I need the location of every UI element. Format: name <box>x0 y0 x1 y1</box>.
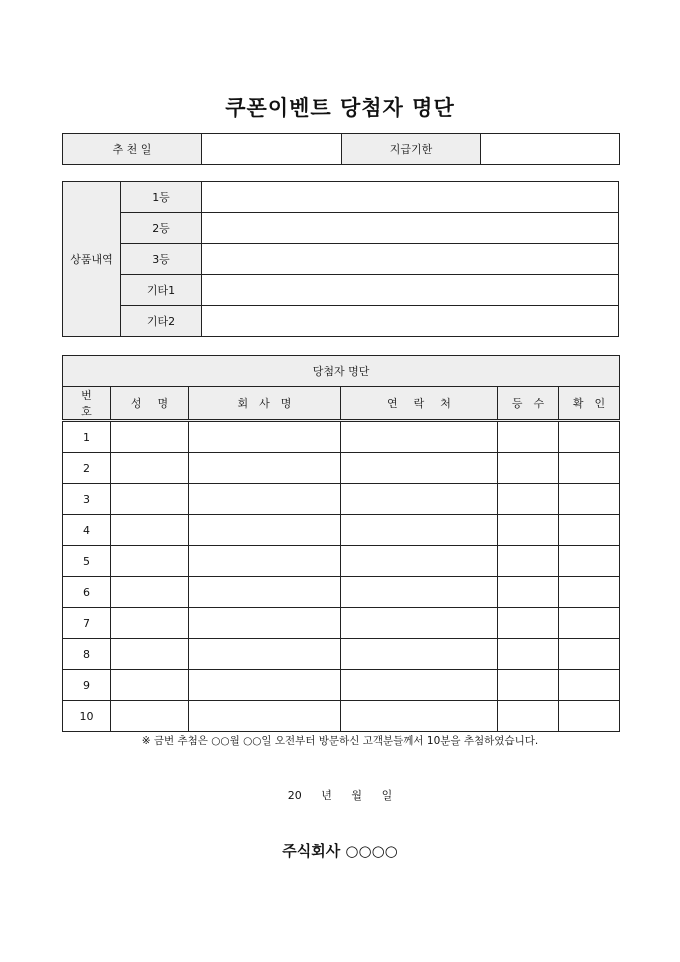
row-number: 1 <box>63 421 111 453</box>
winner-contact-cell[interactable] <box>341 546 498 577</box>
winner-confirm-cell[interactable] <box>559 670 620 701</box>
row-number: 8 <box>63 639 111 670</box>
winners-section-title: 당첨자 명단 <box>63 356 620 387</box>
winner-company-cell[interactable] <box>189 546 341 577</box>
table-row <box>63 515 620 546</box>
table-row <box>63 608 620 639</box>
winner-name-cell[interactable] <box>111 608 189 639</box>
winner-confirm-cell[interactable] <box>559 701 620 732</box>
col-header-rank: 등수 <box>498 387 559 421</box>
winner-company-cell[interactable] <box>189 701 341 732</box>
winner-contact-cell[interactable] <box>341 701 498 732</box>
winner-company-cell[interactable] <box>189 639 341 670</box>
winner-contact-cell[interactable] <box>341 484 498 515</box>
row-number: 6 <box>63 577 111 608</box>
winner-name-cell[interactable] <box>111 670 189 701</box>
winner-rank-cell[interactable] <box>498 546 559 577</box>
winner-company-cell[interactable] <box>189 453 341 484</box>
prize-value-field[interactable] <box>202 182 619 213</box>
winner-contact-cell[interactable] <box>341 421 498 453</box>
winner-company-cell[interactable] <box>189 577 341 608</box>
winner-confirm-cell[interactable] <box>559 453 620 484</box>
winner-confirm-cell[interactable] <box>559 608 620 639</box>
table-row <box>63 639 620 670</box>
prize-value-field[interactable] <box>202 306 619 337</box>
row-number: 9 <box>63 670 111 701</box>
draw-info-table <box>62 133 620 165</box>
date-day-unit: 일 <box>381 789 393 802</box>
winner-rank-cell[interactable] <box>498 421 559 453</box>
winner-rank-cell[interactable] <box>498 701 559 732</box>
date-month-unit: 월 <box>351 789 363 802</box>
table-row <box>63 484 620 515</box>
winner-rank-cell[interactable] <box>498 608 559 639</box>
winner-name-cell[interactable] <box>111 515 189 546</box>
winner-company-cell[interactable] <box>189 670 341 701</box>
company-name: 주식회사 ○○○○ <box>282 842 398 860</box>
prize-rank-label: 기타1 <box>121 275 202 306</box>
winner-rank-cell[interactable] <box>498 484 559 515</box>
winner-name-cell[interactable] <box>111 453 189 484</box>
row-number: 4 <box>63 515 111 546</box>
winner-rank-cell[interactable] <box>498 577 559 608</box>
row-number: 5 <box>63 546 111 577</box>
winner-contact-cell[interactable] <box>341 577 498 608</box>
table-row <box>63 421 620 453</box>
winner-name-cell[interactable] <box>111 546 189 577</box>
draw-date-field[interactable] <box>202 134 342 165</box>
prize-rank-label: 기타2 <box>121 306 202 337</box>
prize-value-field[interactable] <box>202 213 619 244</box>
draw-date-label: 추 천 일 <box>63 134 202 165</box>
date-year-unit: 년 <box>321 789 332 802</box>
winner-confirm-cell[interactable] <box>559 639 620 670</box>
winner-name-cell[interactable] <box>111 577 189 608</box>
row-number: 7 <box>63 608 111 639</box>
prize-rank-label: 2등 <box>121 213 202 244</box>
table-row <box>63 670 620 701</box>
winner-company-cell[interactable] <box>189 515 341 546</box>
draw-note: ※ 금번 추첨은 ○○월 ○○일 오전부터 방문하신 고객분들께서 10분을 추첨하였습니다. <box>141 735 539 747</box>
prize-table <box>62 181 619 337</box>
winner-name-cell[interactable] <box>111 484 189 515</box>
deadline-field[interactable] <box>481 134 620 165</box>
winner-contact-cell[interactable] <box>341 515 498 546</box>
row-number: 10 <box>63 701 111 732</box>
winner-confirm-cell[interactable] <box>559 421 620 453</box>
winner-name-cell[interactable] <box>111 639 189 670</box>
deadline-label: 지급기한 <box>342 134 481 165</box>
prize-group-label: 상품내역 <box>63 182 121 337</box>
prize-rank-label: 3등 <box>121 244 202 275</box>
winners-table <box>62 355 620 732</box>
col-header-company: 회사명 <box>189 387 341 421</box>
date-line <box>0 787 680 803</box>
table-row <box>63 577 620 608</box>
winner-company-cell[interactable] <box>189 484 341 515</box>
row-number: 2 <box>63 453 111 484</box>
winner-contact-cell[interactable] <box>341 670 498 701</box>
winner-company-cell[interactable] <box>189 421 341 453</box>
document-title: 쿠폰이벤트 당첨자 명단 <box>225 96 455 120</box>
winner-confirm-cell[interactable] <box>559 577 620 608</box>
winner-rank-cell[interactable] <box>498 639 559 670</box>
winner-rows <box>63 421 620 732</box>
prize-value-field[interactable] <box>202 244 619 275</box>
date-year: 20 <box>287 789 302 802</box>
winner-contact-cell[interactable] <box>341 608 498 639</box>
winner-name-cell[interactable] <box>111 421 189 453</box>
col-header-confirm: 확인 <box>559 387 620 421</box>
col-header-contact: 연락처 <box>341 387 498 421</box>
table-row <box>63 701 620 732</box>
table-row <box>63 453 620 484</box>
winner-rank-cell[interactable] <box>498 670 559 701</box>
winner-confirm-cell[interactable] <box>559 484 620 515</box>
winner-contact-cell[interactable] <box>341 453 498 484</box>
table-row <box>63 546 620 577</box>
winner-confirm-cell[interactable] <box>559 546 620 577</box>
winner-rank-cell[interactable] <box>498 453 559 484</box>
winner-company-cell[interactable] <box>189 608 341 639</box>
col-header-name: 성명 <box>111 387 189 421</box>
winner-confirm-cell[interactable] <box>559 515 620 546</box>
prize-rank-label: 1등 <box>121 182 202 213</box>
prize-value-field[interactable] <box>202 275 619 306</box>
winner-contact-cell[interactable] <box>341 639 498 670</box>
row-number: 3 <box>63 484 111 515</box>
col-header-number: 번호 <box>63 387 111 421</box>
winner-rank-cell[interactable] <box>498 515 559 546</box>
winner-name-cell[interactable] <box>111 701 189 732</box>
